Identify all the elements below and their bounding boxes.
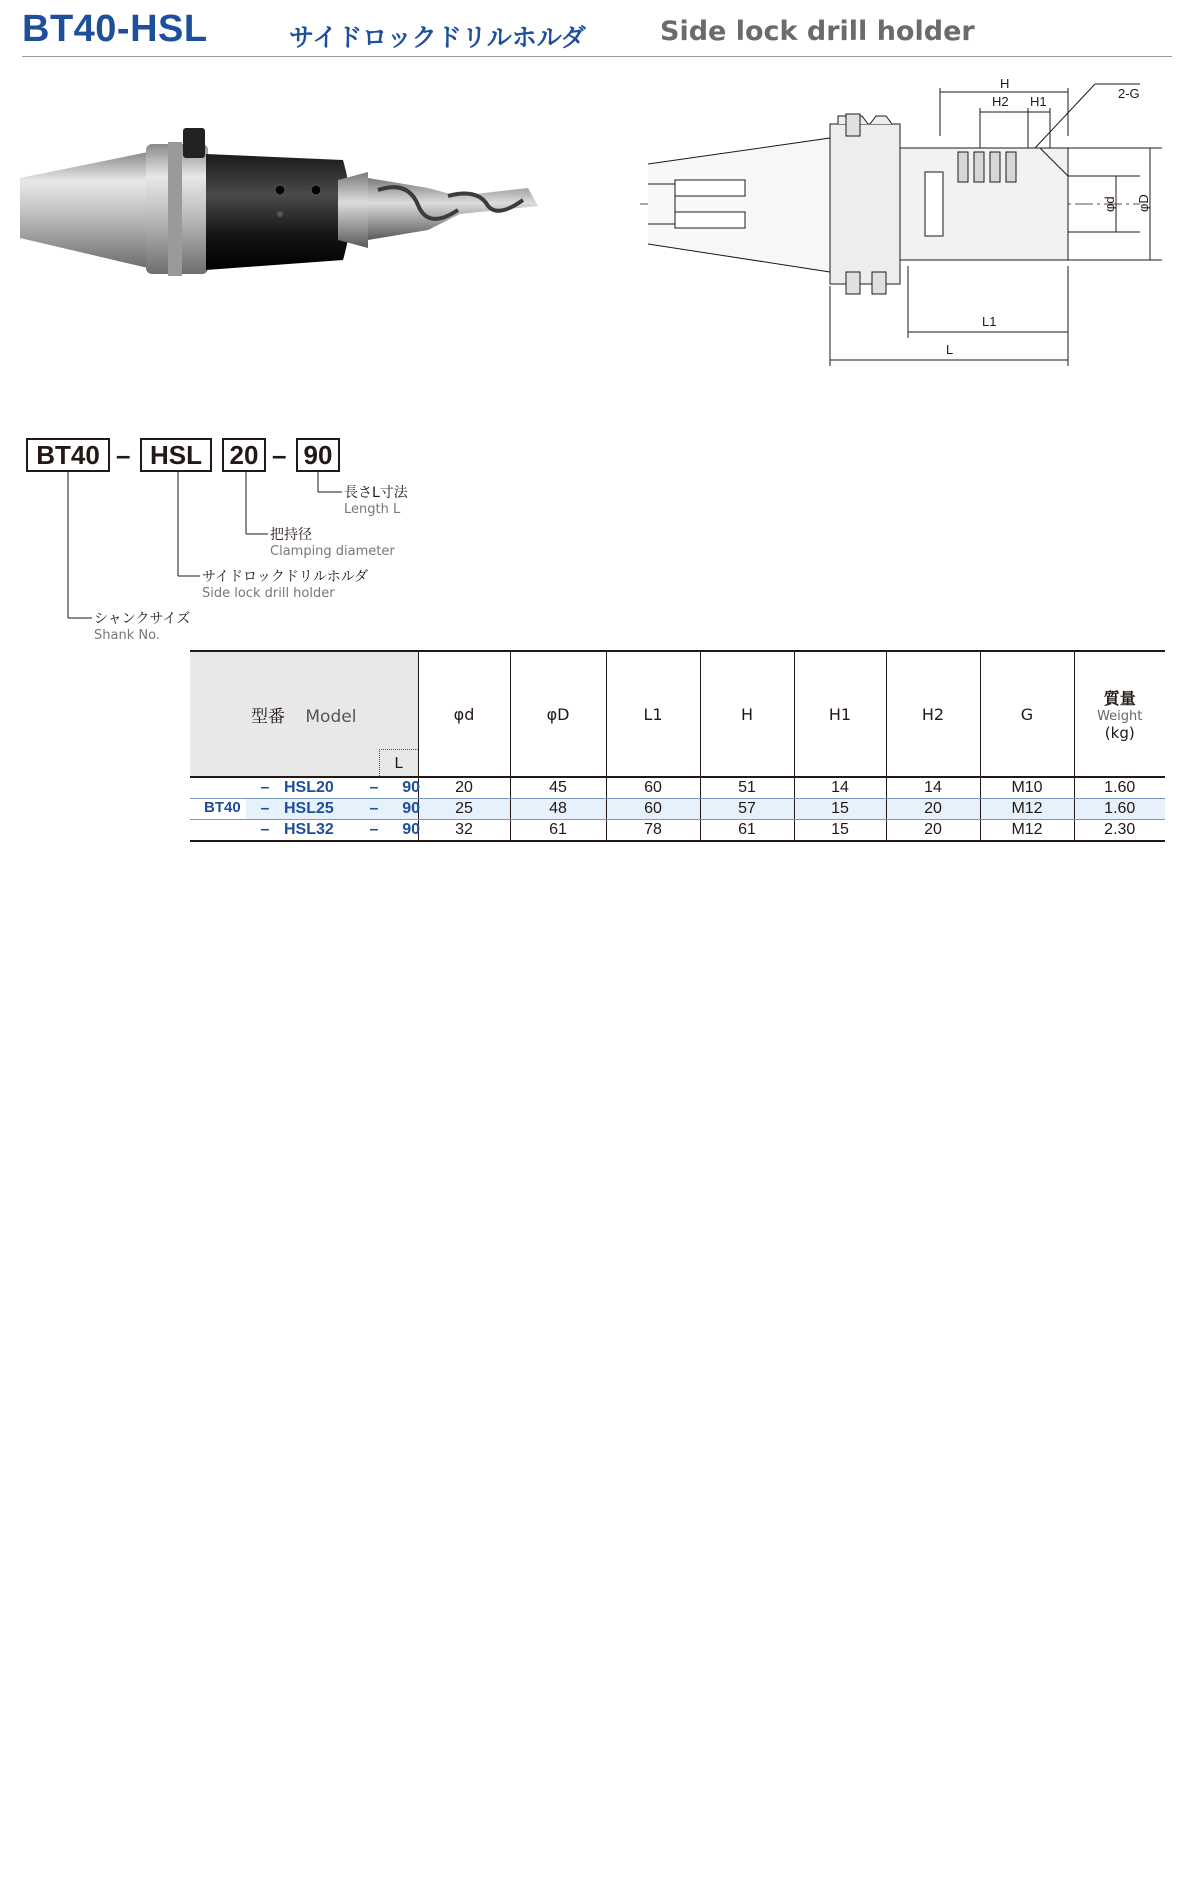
cell-g: M12	[980, 820, 1074, 842]
header-weight-unit: (kg)	[1104, 724, 1135, 742]
cell-weight: 2.30	[1074, 820, 1165, 842]
dim-l-label: L	[946, 342, 954, 357]
legend-type	[202, 566, 368, 601]
model-name: HSL25	[284, 800, 334, 817]
cell-l1: 60	[606, 777, 700, 799]
legend-shank	[94, 608, 190, 643]
model-dash: –	[260, 821, 270, 838]
header-D: φD	[510, 651, 606, 777]
dim-h1-label: H1	[1030, 94, 1047, 109]
header-weight	[1074, 651, 1165, 777]
code-part-type: HSL	[140, 438, 212, 472]
cell-D: 45	[510, 777, 606, 799]
cell-d: 25	[418, 799, 510, 820]
table-row	[190, 777, 1165, 799]
model-dash-2: –	[369, 821, 379, 838]
cell-weight: 1.60	[1074, 777, 1165, 799]
page-title-english: Side lock drill holder	[660, 16, 975, 47]
header-model-l: L	[379, 749, 418, 776]
model-length: 90	[402, 821, 420, 838]
cell-d: 20	[418, 777, 510, 799]
code-part-length: 90	[296, 438, 340, 472]
legend-length-jp: 長さL寸法	[344, 485, 408, 501]
model-name: HSL32	[284, 821, 334, 838]
header-model-jp: 型番	[251, 706, 286, 727]
header-weight-jp: 質量	[1103, 689, 1136, 708]
table-row	[190, 799, 1165, 820]
code-dash-1: –	[116, 440, 131, 470]
cell-D: 61	[510, 820, 606, 842]
cell-h1: 15	[794, 799, 886, 820]
cell-h2: 20	[886, 799, 980, 820]
legend-length-en: Length L	[344, 502, 401, 517]
legend-length	[344, 482, 408, 517]
model-dash-2: –	[369, 800, 379, 817]
spec-table	[190, 650, 1165, 842]
cell-weight: 1.60	[1074, 799, 1165, 820]
header-h1: H1	[794, 651, 886, 777]
header-h: H	[700, 651, 794, 777]
cell-D: 48	[510, 799, 606, 820]
dim-g-label: 2-G	[1118, 86, 1140, 101]
cell-h2: 20	[886, 820, 980, 842]
header-h2: H2	[886, 651, 980, 777]
code-dash-2: –	[272, 440, 287, 470]
legend-shank-jp: シャンクサイズ	[94, 611, 191, 627]
dim-d-label: φd	[1102, 196, 1117, 212]
page-title-code: BT40-HSL	[22, 8, 208, 50]
cell-h1: 15	[794, 820, 886, 842]
legend-diameter	[270, 524, 395, 559]
cell-h1: 14	[794, 777, 886, 799]
product-photo	[18, 110, 558, 310]
page-title-japanese: サイドロックドリルホルダ	[289, 23, 586, 52]
cell-h: 57	[700, 799, 794, 820]
cell-g: M10	[980, 777, 1074, 799]
cell-d: 32	[418, 820, 510, 842]
code-part-shank: BT40	[26, 438, 110, 472]
legend-diameter-jp: 把持径	[270, 527, 312, 543]
legend-shank-en: Shank No.	[94, 628, 160, 643]
table-row	[190, 820, 1165, 842]
header-model-en: Model	[305, 706, 357, 727]
code-part-diameter: 20	[222, 438, 266, 472]
cell-h2: 14	[886, 777, 980, 799]
cell-h: 51	[700, 777, 794, 799]
model-name: HSL20	[284, 779, 334, 796]
series-label: BT40	[204, 799, 241, 816]
dim-D-label: φD	[1136, 194, 1151, 212]
legend-diameter-en: Clamping diameter	[270, 544, 395, 559]
dim-h2-label: H2	[992, 94, 1009, 109]
header-g: G	[980, 651, 1074, 777]
title-divider	[22, 56, 1172, 57]
model-length: 90	[402, 800, 420, 817]
model-dash: –	[260, 800, 270, 817]
cell-l1: 60	[606, 799, 700, 820]
cell-g: M12	[980, 799, 1074, 820]
model-dash-2: –	[369, 779, 379, 796]
header-weight-en: Weight	[1097, 709, 1143, 724]
header-l1: L1	[606, 651, 700, 777]
header-d: φd	[418, 651, 510, 777]
model-dash: –	[260, 779, 270, 796]
model-cell	[190, 820, 418, 842]
model-length: 90	[402, 779, 420, 796]
legend-type-jp: サイドロックドリルホルダ	[202, 569, 369, 585]
dim-h-label: H	[1000, 76, 1010, 91]
technical-drawing	[640, 76, 1180, 376]
legend-type-en: Side lock drill holder	[202, 586, 335, 601]
cell-l1: 78	[606, 820, 700, 842]
header-model	[190, 651, 418, 777]
cell-h: 61	[700, 820, 794, 842]
dim-l1-label: L1	[982, 314, 997, 329]
